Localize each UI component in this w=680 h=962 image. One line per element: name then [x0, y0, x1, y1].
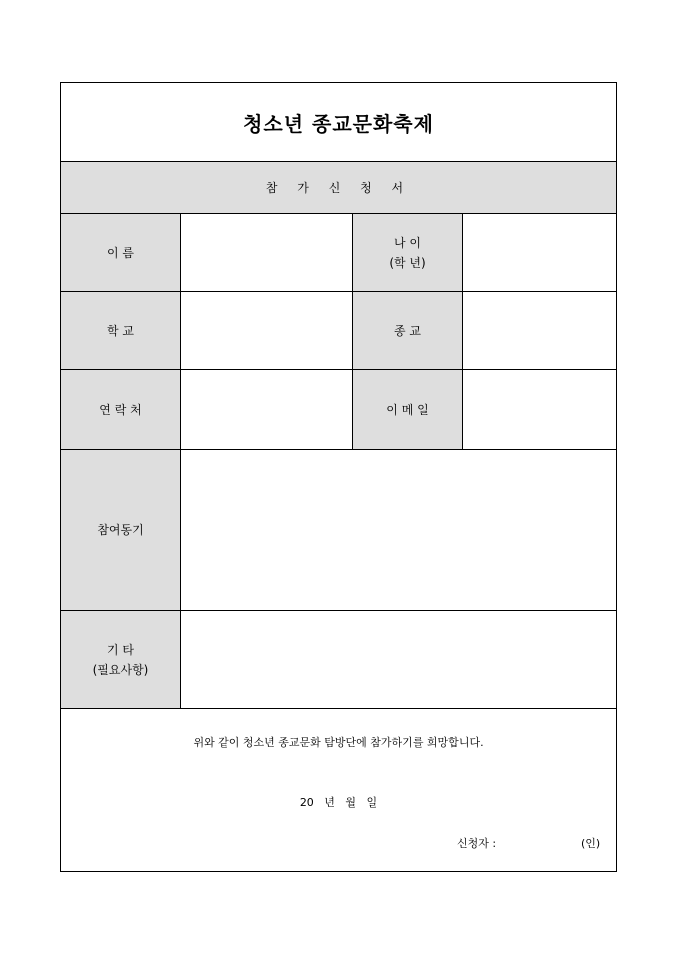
- email-label: 이 메 일: [353, 370, 462, 449]
- seal-mark: (인): [581, 837, 601, 850]
- religion-label: 종 교: [353, 292, 462, 369]
- school-label: 학 교: [61, 292, 180, 369]
- etc-label: 기 타 (필요사항): [61, 611, 180, 708]
- email-field[interactable]: [463, 370, 616, 449]
- form-title: 청소년 종교문화축제: [243, 111, 434, 136]
- applicant-label: 신청자 :: [457, 837, 497, 850]
- name-field[interactable]: [181, 214, 352, 291]
- declaration-text: 위와 같이 청소년 종교문화 탐방단에 참가하기를 희망합니다.: [193, 736, 484, 749]
- divider: [61, 708, 616, 709]
- column-divider: [462, 214, 463, 449]
- date-line: 20 년 월 일: [299, 796, 378, 809]
- column-divider: [352, 214, 353, 449]
- form-subtitle: 참 가 신 청 서: [61, 162, 616, 213]
- motivation-label: 참여동기: [61, 450, 180, 610]
- applicant-name-field[interactable]: [521, 831, 581, 851]
- age-field[interactable]: [463, 214, 616, 291]
- contact-label: 연 락 처: [61, 370, 180, 449]
- age-label: 나 이 (학 년): [353, 214, 462, 291]
- name-label: 이 름: [61, 214, 180, 291]
- application-form: [60, 82, 617, 872]
- school-field[interactable]: [181, 292, 352, 369]
- motivation-field[interactable]: [181, 450, 616, 610]
- religion-field[interactable]: [463, 292, 616, 369]
- contact-field[interactable]: [181, 370, 352, 449]
- column-divider: [180, 214, 181, 708]
- etc-field[interactable]: [181, 611, 616, 708]
